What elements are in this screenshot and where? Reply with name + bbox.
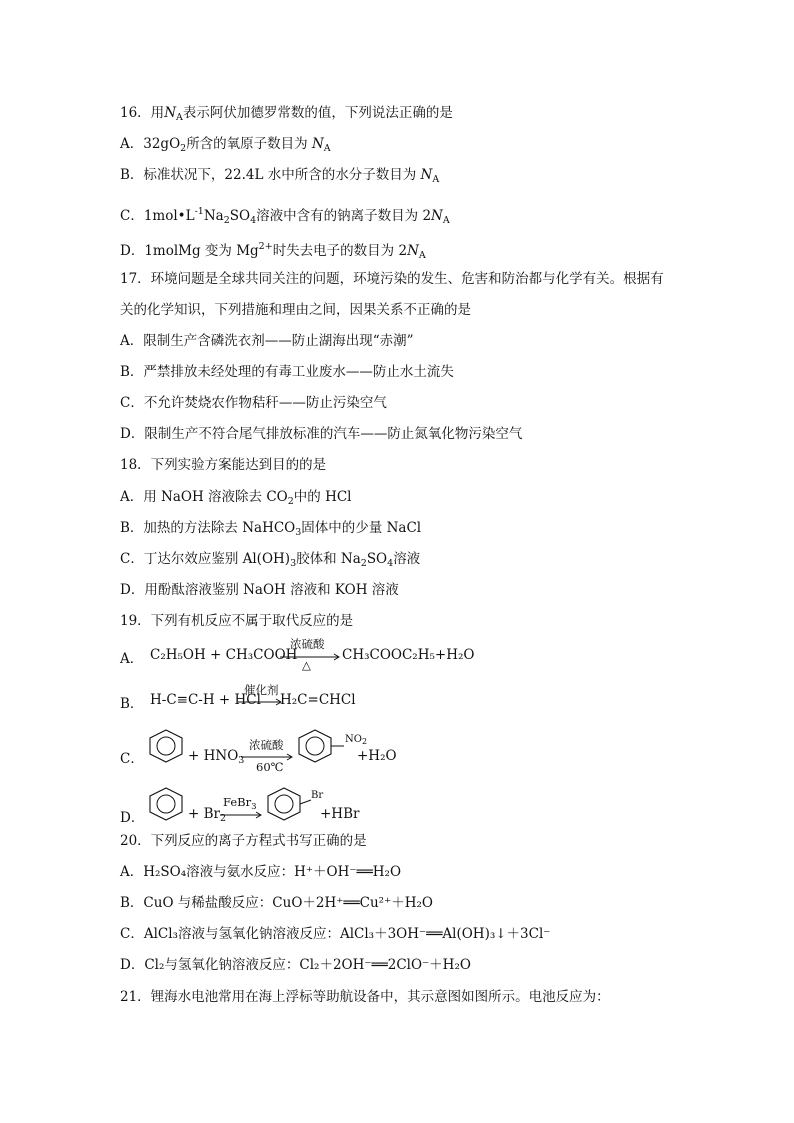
q20-stem: 20．下列反应的离子方程式书写正确的是 <box>120 833 367 849</box>
q19-b-products: H₂C=CHCl <box>280 692 356 708</box>
q18-option-d: D．用酚酞溶液鉴别 NaOH 溶液和 KOH 溶液 <box>120 582 399 598</box>
q17-option-c: C．不允许焚烧农作物秸秆——防止污染空气 <box>120 395 387 411</box>
q19-a-condition-below: △ <box>302 658 311 672</box>
q17-option-b: B．严禁排放未经处理的有毒工业废水——防止水土流失 <box>120 364 454 380</box>
benzene-ring-icon <box>147 787 185 821</box>
q17-option-d: D．限制生产不符合尾气排放标准的汽车——防止氮氧化物污染空气 <box>120 426 523 442</box>
q16-option-c: C．$1mol•L^{-1}Na_2SO_4$溶液中含有的钠离子数目为 $2N_A$ <box>120 206 450 226</box>
q19-d-substituent: Br <box>311 790 324 801</box>
q19-a-condition-above: 浓硫酸 <box>290 637 325 651</box>
q18-stem: 18．下列实验方案能达到目的的是 <box>120 457 327 473</box>
q19-c-reagent: + $HNO_3$ <box>188 748 245 766</box>
q18-option-a: A．用 NaOH 溶液除去 $CO_2$中的 HCl <box>120 489 352 507</box>
q19-c-substituent: $NO_2$ <box>345 734 368 746</box>
q17-option-a: A．限制生产含磷洗衣剂——防止湖海出现“赤潮” <box>120 333 414 349</box>
q19-d-products: +HBr <box>320 806 360 822</box>
q16-option-b: B．标准状况下，22.4L 水中所含的水分子数目为 $N_A$ <box>120 167 440 185</box>
q19-c-label: C． <box>120 751 144 767</box>
q19-d-arrow <box>220 811 264 819</box>
q20-option-a: A．H₂SO₄溶液与氨水反应：H⁺＋OH⁻══H₂O <box>120 864 402 880</box>
q19-stem: 19．下列有机反应不属于取代反应的是 <box>120 613 354 629</box>
q19-d-label: D． <box>120 810 145 826</box>
q18-option-b: B．加热的方法除去 NaHCO$_3$固体中的少量 NaCl <box>120 520 422 538</box>
q20-option-b: B．CuO 与稀盐酸反应：CuO＋2H⁺══Cu²⁺＋H₂O <box>120 895 433 911</box>
q16-option-d: D．1molMg 变为 $Mg^{2+}$时失去电子的数目为 $2N_A$ <box>120 241 426 261</box>
q19-c-products: +H₂O <box>357 748 397 764</box>
q19-option-b <box>120 684 420 714</box>
q16-stem: 16．用$N_A$表示阿伏加德罗常数的值，下列说法正确的是 <box>120 105 453 123</box>
q19-a-reactants: C₂H₅OH + CH₃COOH <box>150 647 298 663</box>
q19-option-d <box>120 787 440 827</box>
q19-a-label: A． <box>120 651 144 667</box>
q19-d-reagent: + $Br_2$ <box>188 806 227 824</box>
q19-c-condition-below: 60℃ <box>256 760 284 774</box>
q19-a-products: CH₃COOC₂H₅+H₂O <box>342 647 475 663</box>
q19-a-arrow <box>280 653 342 661</box>
q16-option-a: A．$32gO_2$所含的氧原子数目为 $N_A$ <box>120 136 331 154</box>
q19-b-arrow <box>238 698 284 706</box>
q19-option-a <box>120 637 520 674</box>
q20-option-c: C．AlCl₃溶液与氢氧化钠溶液反应：AlCl₃＋3OH⁻══Al(OH)₃↓＋3Cl⁻ <box>120 926 551 942</box>
q21-stem: 21．锂海水电池常用在海上浮标等助航设备中，其示意图如图所示。电池反应为： <box>120 989 610 1005</box>
q17-stem-line1: 17．环境问题是全球共同关注的问题，环境污染的发生、危害和防治都与化学有关。根据有 <box>120 271 664 287</box>
q19-option-c <box>120 727 440 779</box>
q19-b-label: B． <box>120 696 144 712</box>
q19-b-reactants: H-C≡C-H + HCl <box>150 692 261 708</box>
q17-stem-line2: 关的化学知识，下列措施和理由之间，因果关系不正确的是 <box>120 302 471 318</box>
q19-d-condition-above: FeBr$_3$ <box>223 795 257 812</box>
q19-c-condition-above: 浓硫酸 <box>249 738 284 752</box>
q20-option-d: D．Cl₂与氢氧化钠溶液反应：Cl₂＋2OH⁻══2ClO⁻＋H₂O <box>120 957 471 973</box>
benzene-ring-icon <box>147 729 185 763</box>
q18-option-c: C．丁达尔效应鉴别 $Al(OH)_3$胶体和 $Na_2SO_4$溶液 <box>120 551 421 569</box>
q19-b-condition-above: 催化剂 <box>244 683 279 697</box>
